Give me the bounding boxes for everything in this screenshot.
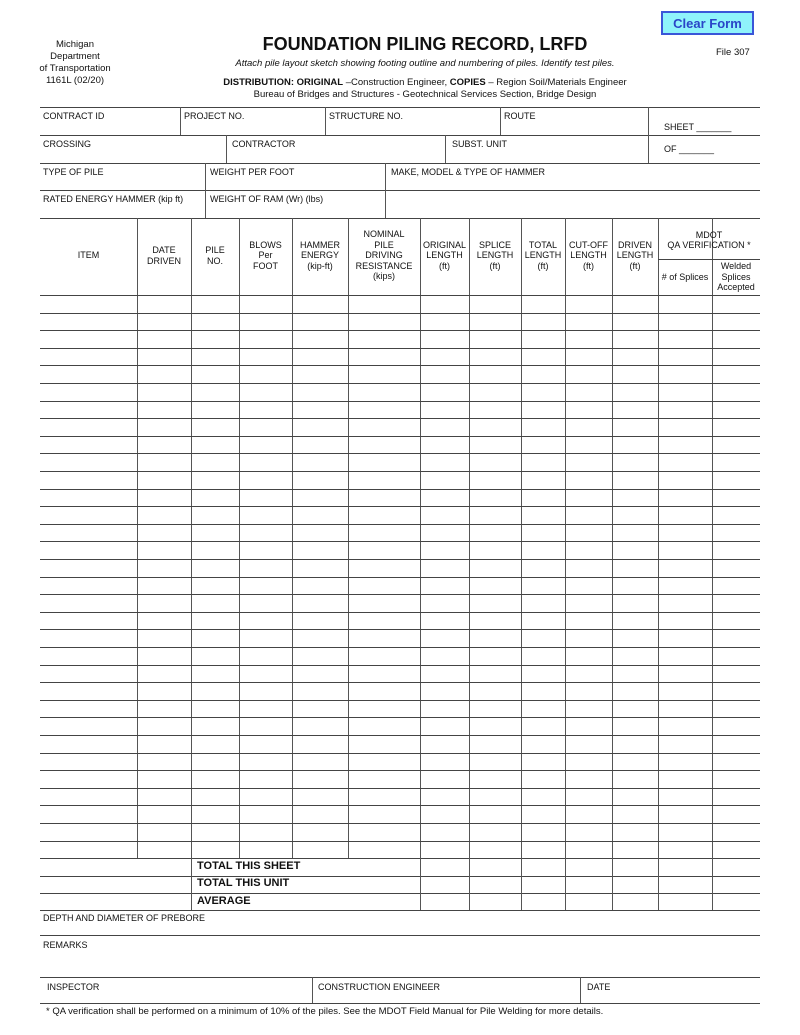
column-line <box>521 218 522 858</box>
column-line <box>712 218 713 858</box>
column-line <box>191 858 192 910</box>
column-line <box>612 218 613 858</box>
column-header: ORIGINAL LENGTH (ft) <box>422 239 466 271</box>
column-line <box>137 218 138 858</box>
rule-line <box>40 541 760 542</box>
column-line <box>239 218 240 858</box>
column-line <box>180 107 181 135</box>
column-header: DATE DRIVEN <box>146 245 181 266</box>
rule-line <box>40 665 760 666</box>
rule-line <box>40 612 760 613</box>
contractor-field[interactable]: CONTRACTOR <box>232 139 296 149</box>
page-title: FOUNDATION PILING RECORD, LRFD <box>262 34 588 54</box>
total-this-sheet-label: TOTAL THIS SHEET <box>197 860 301 872</box>
copies-text: – Region Soil/Materials Engineer <box>485 77 627 88</box>
rule-line <box>40 506 760 507</box>
column-line <box>312 977 313 1003</box>
rule-line <box>40 1003 760 1004</box>
remarks-field[interactable]: REMARKS <box>43 940 88 950</box>
rule-line <box>40 910 760 911</box>
column-line <box>712 858 713 910</box>
original-label: ORIGINAL <box>296 77 344 88</box>
rule-line <box>40 629 760 630</box>
rule-line <box>40 489 760 490</box>
rule-line <box>40 330 760 331</box>
project-no-field[interactable]: PROJECT NO. <box>184 111 245 121</box>
column-header: NOMINAL PILE DRIVING RESISTANCE (kips) <box>355 229 413 282</box>
agency-line: 1161L (02/20) <box>45 75 105 86</box>
rule-line <box>40 594 760 595</box>
construction-engineer-field[interactable]: CONSTRUCTION ENGINEER <box>318 982 441 992</box>
column-line <box>325 107 326 135</box>
distribution-line-2: Bureau of Bridges and Structures - Geotechnical Services Section, Bridge Design <box>253 89 597 100</box>
column-line <box>500 107 501 135</box>
subst-unit-field[interactable]: SUBST. UNIT <box>452 139 508 149</box>
rule-line <box>40 559 760 560</box>
rule-line <box>40 383 760 384</box>
rule-line <box>40 977 760 978</box>
column-line <box>226 135 227 163</box>
column-header: PILE NO. <box>205 245 225 266</box>
column-header: SPLICE LENGTH (ft) <box>476 239 514 271</box>
column-line <box>658 218 659 858</box>
hammer-field[interactable]: MAKE, MODEL & TYPE OF HAMMER <box>391 167 546 177</box>
rule-line <box>40 524 760 525</box>
column-line <box>612 858 613 910</box>
rule-line <box>40 935 760 936</box>
rule-line <box>40 770 760 771</box>
average-label: AVERAGE <box>197 895 251 907</box>
rule-line <box>40 717 760 718</box>
contract-id-field[interactable]: CONTRACT ID <box>43 111 105 121</box>
of-field[interactable]: OF _______ <box>664 144 715 154</box>
column-header: ITEM <box>77 250 100 261</box>
column-header: CUT-OFF LENGTH (ft) <box>569 239 608 271</box>
column-line <box>469 218 470 858</box>
column-line <box>469 858 470 910</box>
rule-line <box>40 365 760 366</box>
rule-line <box>40 823 760 824</box>
rule-line <box>40 682 760 683</box>
splices-count-header: # of Splices <box>661 271 709 282</box>
rule-line <box>40 788 760 789</box>
rule-line <box>40 700 760 701</box>
column-header: TOTAL LENGTH (ft) <box>524 239 562 271</box>
qa-verification-header: MDOT QA VERIFICATION * <box>667 229 751 250</box>
rule-line <box>40 190 760 191</box>
column-line <box>565 218 566 858</box>
rule-line <box>40 735 760 736</box>
column-line <box>420 218 421 858</box>
rule-line <box>40 218 760 219</box>
rule-line <box>40 893 760 894</box>
subtitle: Attach pile layout sketch showing footing outline and numbering of piles. Identify test piles. <box>235 58 615 69</box>
column-line <box>385 163 386 218</box>
rule-line <box>40 577 760 578</box>
file-number: File 307 <box>716 47 750 58</box>
footnote: * QA verification shall be performed on a minimum of 10% of the piles. See the MDOT Field Manual for Pile Welding for more details. <box>46 1006 604 1017</box>
rated-energy-field[interactable]: RATED ENERGY HAMMER (kip ft) <box>43 194 184 204</box>
clear-form-button[interactable]: Clear Form <box>661 11 754 35</box>
distribution-label: DISTRIBUTION: <box>223 77 295 88</box>
rule-line <box>40 107 760 108</box>
copies-label: COPIES <box>449 77 486 88</box>
column-header: DRIVEN LENGTH (ft) <box>616 239 654 271</box>
column-header: HAMMER ENERGY (kip-ft) <box>300 239 340 271</box>
rule-line <box>40 858 760 859</box>
rule-line <box>40 647 760 648</box>
weight-per-foot-field[interactable]: WEIGHT PER FOOT <box>210 167 295 177</box>
welded-splices-header: Welded Splices Accepted <box>717 261 755 293</box>
agency-line: of Transportation <box>39 63 111 74</box>
agency-line: Michigan Department <box>50 39 100 62</box>
rule-line <box>40 753 760 754</box>
rule-line <box>40 348 760 349</box>
structure-no-field[interactable]: STRUCTURE NO. <box>329 111 403 121</box>
rule-line <box>40 135 760 136</box>
column-line <box>565 858 566 910</box>
rule-line <box>40 453 760 454</box>
column-line <box>205 163 206 218</box>
rule-line <box>40 295 760 296</box>
rule-line <box>40 471 760 472</box>
date-field[interactable]: DATE <box>587 982 611 992</box>
column-line <box>191 218 192 858</box>
rule-line <box>40 313 760 314</box>
weight-of-ram-field[interactable]: WEIGHT OF RAM (Wr) (lbs) <box>210 194 324 204</box>
rule-line <box>40 436 760 437</box>
route-field[interactable]: ROUTE <box>504 111 536 121</box>
rule-line <box>40 876 760 877</box>
type-of-pile-field[interactable]: TYPE OF PILE <box>43 167 104 177</box>
rule-line <box>40 163 760 164</box>
sheet-field[interactable]: SHEET _______ <box>664 122 732 132</box>
column-line <box>521 858 522 910</box>
rule-line <box>40 401 760 402</box>
inspector-field[interactable]: INSPECTOR <box>47 982 100 992</box>
agency-block <box>30 39 120 87</box>
column-line <box>348 218 349 858</box>
column-line <box>445 135 446 163</box>
rule-line <box>40 841 760 842</box>
column-line <box>580 977 581 1003</box>
column-line <box>292 218 293 858</box>
distribution <box>150 77 700 88</box>
total-this-unit-label: TOTAL THIS UNIT <box>197 877 290 889</box>
column-line <box>420 858 421 910</box>
column-header: BLOWS Per FOOT <box>249 239 282 271</box>
crossing-field[interactable]: CROSSING <box>43 139 92 149</box>
rule-line <box>40 418 760 419</box>
original-text: –Construction Engineer, <box>343 77 450 88</box>
column-line <box>658 858 659 910</box>
rule-line <box>40 805 760 806</box>
prebore-field[interactable]: DEPTH AND DIAMETER OF PREBORE <box>43 913 206 923</box>
column-line <box>648 107 649 163</box>
